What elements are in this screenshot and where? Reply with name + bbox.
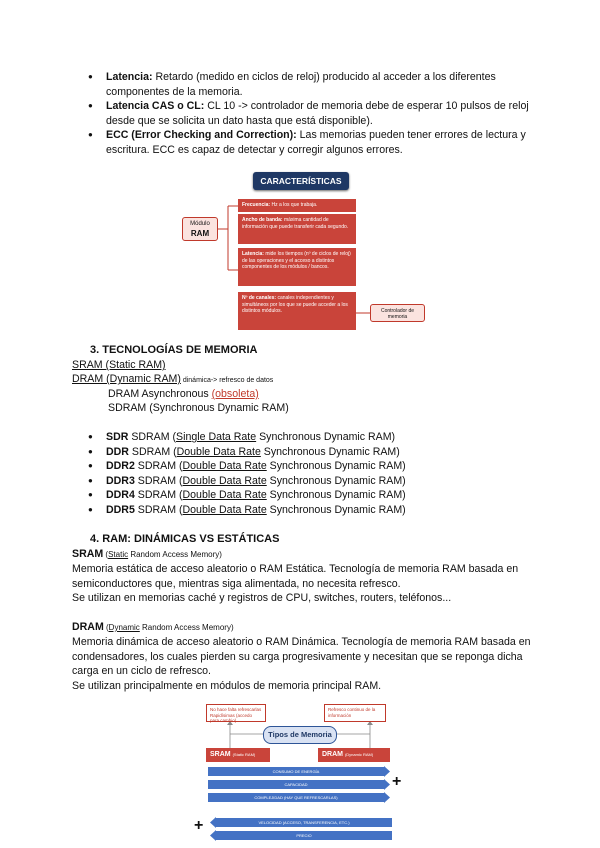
frecuencia-box (238, 199, 356, 212)
box-text: mide los tiempos (nº de ciclos de reloj) de las operaciones y el acceso a distintos componentes de los módulos / bancos. (242, 251, 351, 271)
sram-open: ( (103, 550, 109, 559)
dram-open: ( (103, 623, 109, 632)
type-post: Synchronous Dynamic RAM) (266, 489, 406, 501)
type-post: Synchronous Dynamic RAM) (256, 431, 396, 443)
type-post: Synchronous Dynamic RAM) (266, 460, 406, 472)
tipos-memoria-title: Tipos de Memoria (263, 726, 337, 744)
ancho-banda-box (238, 214, 356, 244)
dram-async-line (108, 387, 259, 402)
dram-dynamic: Dynamic (108, 623, 140, 632)
dram-description: Memoria dinámica de acceso aleatorio o RAM Dinámica. Tecnología de memoria RAM basada en condensadores, los cuales pierden su carga progresivamente y necesitan que se reponga dicha carga en un ciclo de refresco. (72, 636, 531, 677)
type-pre: SDRAM ( (134, 460, 183, 472)
dram-uses: Se utilizan principalmente en módulos de memoria principal RAM. (72, 680, 382, 692)
sram-type-box (206, 748, 270, 762)
caracteristicas-title: CARACTERÍSTICAS (253, 172, 349, 190)
note-left: No hace falta refrescarlas Rapidísimas (accedo para cambio) (206, 704, 266, 722)
sram-title-line (72, 547, 222, 563)
box-text: Hz a los que trabaja. (270, 202, 318, 208)
sram-uses: Se utilizan en memorias caché y registros de CPU, switches, routers, teléfonos... (72, 592, 452, 604)
note-right: Refresco continuo de la información (324, 704, 386, 722)
type-term: DDR2 (106, 460, 135, 472)
type-ddr2 (86, 459, 536, 474)
type-ddr (86, 445, 536, 460)
type-rate: Double Data Rate (176, 445, 261, 458)
type-pre: SDRAM ( (134, 474, 183, 487)
bullet-latencia (86, 70, 536, 99)
type-post: Synchronous Dynamic RAM) (266, 503, 406, 516)
type-rate: Double Data Rate (182, 489, 267, 501)
sdram-line: SDRAM (Synchronous Dynamic RAM) (108, 402, 289, 414)
dram-type-box (318, 748, 390, 762)
sram-description: Memoria estática de acceso aleatorio o RAM Estática. Tecnología de memoria RAM basada en semiconductores que, mientras siga alimentada, no necesita refresco. (72, 563, 519, 590)
type-term: DDR (106, 445, 129, 458)
canales-box (238, 292, 356, 330)
bullet-term: ECC (Error Checking and Correction): (106, 129, 297, 141)
sram-line: SRAM (Static RAM) (72, 359, 166, 371)
type-term: DDR4 (106, 489, 135, 501)
type-post: Synchronous Dynamic RAM) (260, 445, 400, 458)
box-text: canales independientes y simultáneos por los que se puede acceder a los distintos módulos. (242, 295, 348, 315)
type-pre: SDRAM ( (134, 489, 183, 501)
type-post: Synchronous Dynamic RAM) (266, 474, 406, 487)
type-term: DDR3 (106, 474, 135, 487)
async-label: DRAM Asynchronous (108, 388, 212, 400)
sram-type-label: SRAM (210, 751, 231, 758)
box-term: Latencia: (242, 251, 264, 257)
modulo-label: Módulo (190, 221, 210, 227)
bar-precio: PRECIO (216, 831, 392, 840)
obsoleta-tag: (obsoleta) (211, 388, 259, 400)
dram-title-line (72, 620, 234, 636)
top-bullet-list (86, 70, 536, 157)
bullet-text: CL 10 -> controlador de memoria debe de esperar 10 pulsos de reloj desde que se solicita un dato hasta que está disponible). (106, 100, 529, 127)
type-pre: SDRAM ( (134, 503, 183, 516)
dram-type-sub: (Dynamic RAM) (344, 752, 374, 757)
bullet-latencia-cas (86, 99, 536, 128)
section4-heading: 4. RAM: DINÁMICAS VS ESTÁTICAS (90, 533, 280, 545)
sram-static: Static (108, 550, 129, 559)
box-term: Nº de canales: (242, 295, 277, 301)
bullet-term: Latencia: (106, 71, 153, 83)
dram-label: DRAM (Dynamic RAM) (72, 373, 181, 385)
type-term: DDR5 (106, 503, 135, 516)
type-rate: Double Data Rate (182, 503, 267, 516)
sram-type-sub: (Static RAM) (232, 752, 256, 757)
bar-velocidad: VELOCIDAD (ACCESO, TRANSFERENCIA, ETC.) (216, 818, 392, 827)
sdram-types-list (86, 430, 536, 517)
type-pre: SDRAM ( (128, 431, 177, 443)
type-ddr3 (86, 474, 536, 489)
modulo-name: RAM (190, 229, 210, 238)
bullet-text: Retardo (medido en ciclos de reloj) producido al acceder a los diferentes componentes de la memoria. (106, 71, 496, 98)
box-term: Frecuencia: (242, 202, 271, 208)
tipos-memoria-diagram (194, 700, 402, 848)
section3-heading: 3. TECNOLOGÍAS DE MEMORIA (90, 344, 258, 356)
bar-capacidad: CAPACIDAD (208, 780, 384, 789)
type-ddr5 (86, 503, 536, 518)
dram-type-label: DRAM (322, 751, 343, 758)
bar-consumo: CONSUMO DE ENERGÍA (208, 767, 384, 776)
box-text: máxima cantidad de información que puede transferir cada segundo. (242, 217, 349, 230)
bullet-term: Latencia CAS o CL: (106, 100, 205, 112)
bullet-text: Las memorias pueden tener errores de lectura y escritura. ECC es capaz de detectar y corregir algunos errores. (106, 129, 526, 156)
modulo-ram-box (182, 217, 218, 241)
type-term: SDR (106, 431, 129, 443)
type-sdr (86, 430, 536, 445)
latencia-box (238, 248, 356, 286)
type-ddr4 (86, 488, 536, 503)
dram-rest: Random Access Memory) (139, 623, 234, 632)
bar-complejidad: COMPLEJIDAD (HAY QUE REFRESCARLAS) (208, 793, 384, 802)
type-pre: SDRAM ( (128, 445, 177, 458)
box-term: Ancho de banda: (242, 217, 283, 223)
dram-note: dinámica-> refresco de datos (180, 377, 274, 384)
controlador-box: Controlador de memoria (370, 304, 425, 322)
bullet-ecc (86, 128, 536, 157)
plus-left: + (194, 817, 204, 834)
sram-term: SRAM (72, 548, 104, 560)
plus-right: + (392, 773, 402, 790)
type-rate: Double Data Rate (182, 474, 267, 487)
caracteristicas-diagram (180, 170, 425, 342)
type-rate: Single Data Rate (176, 431, 257, 443)
dram-term: DRAM (72, 621, 104, 633)
sram-rest: Random Access Memory) (128, 550, 222, 559)
type-rate: Double Data Rate (182, 460, 267, 472)
